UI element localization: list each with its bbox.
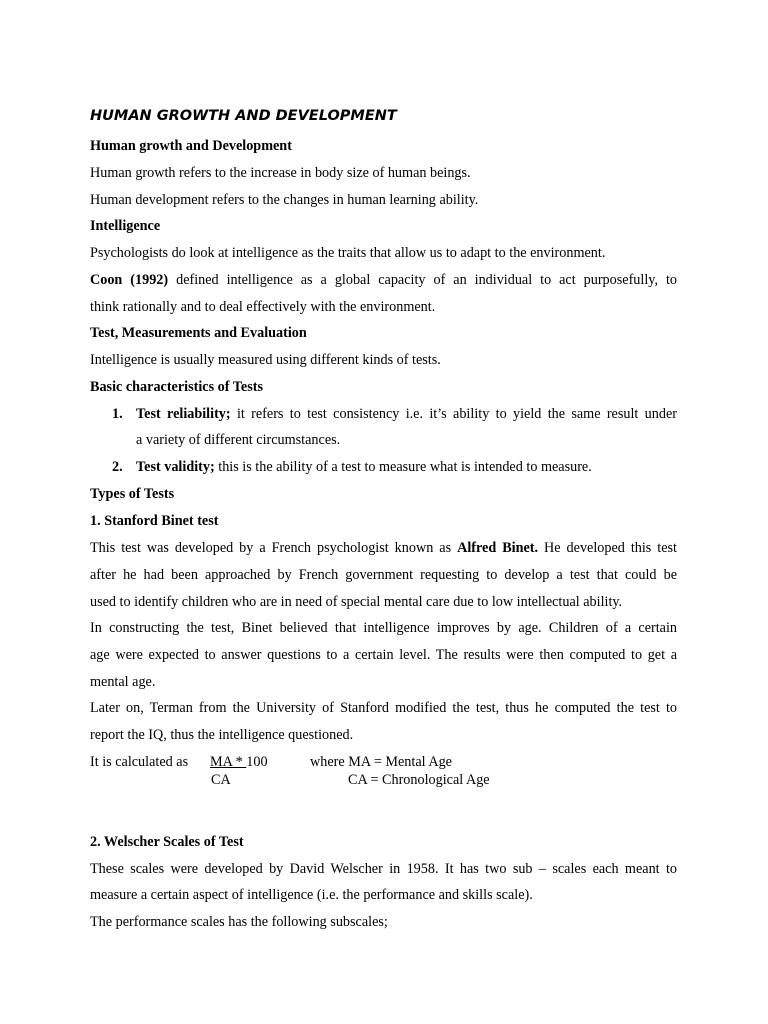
formula-numerator	[210, 754, 268, 770]
paragraph-psychologists: Psychologists do look at intelligence as the traits that allow us to adapt to the environment.	[90, 245, 606, 261]
list-item-reliability	[136, 406, 677, 422]
list-item-term: Test validity;	[136, 459, 215, 475]
paragraph-stanford-line-2: after he had been approached by French government requesting to develop a test that could be	[90, 567, 677, 583]
coon-text: defined intelligence as a global capacity of an individual to act purposefully, to	[168, 272, 677, 288]
formula-numerator-underlined: MA *	[210, 754, 247, 770]
paragraph-welscher-line-1: These scales were developed by David Welscher in 1958. It has two sub – scales each meant to	[90, 861, 677, 877]
paragraph-measured: Intelligence is usually measured using different kinds of tests.	[90, 352, 441, 368]
text-span: He developed this test	[538, 540, 677, 556]
heading-stanford-binet: 1. Stanford Binet test	[90, 513, 219, 529]
formula-where-ma: where MA = Mental Age	[310, 754, 452, 770]
paragraph-coon-line-2: think rationally and to deal effectively with the environment.	[90, 299, 436, 315]
paragraph-stanford-line-6: mental age.	[90, 674, 156, 690]
alfred-binet-name: Alfred Binet.	[457, 540, 539, 556]
heading-welscher: 2. Welscher Scales of Test	[90, 834, 244, 850]
paragraph-stanford-line-8: report the IQ, thus the intelligence questioned.	[90, 727, 354, 743]
formula-multiplier: 100	[246, 754, 268, 770]
coon-citation: Coon (1992)	[90, 272, 169, 288]
formula-denominator: CA	[211, 772, 231, 788]
paragraph-coon-line-1	[90, 272, 677, 288]
paragraph-welscher-line-2: measure a certain aspect of intelligence (i.e. the performance and skills scale).	[90, 887, 533, 903]
paragraph-development: Human development refers to the changes in human learning ability.	[90, 192, 479, 208]
paragraph-stanford-line-5: age were expected to answer questions to a certain level. The results were then computed to get a	[90, 647, 677, 663]
heading-test-measurements: Test, Measurements and Evaluation	[90, 325, 307, 341]
paragraph-welscher-line-3: The performance scales has the following subscales;	[90, 914, 388, 930]
heading-intelligence: Intelligence	[90, 218, 161, 234]
list-item-text: it refers to test consistency i.e. it’s ability to yield the same result under	[230, 406, 677, 422]
formula-label: It is calculated as	[90, 754, 189, 770]
heading-basic-characteristics: Basic characteristics of Tests	[90, 379, 263, 395]
document-title: HUMAN GROWTH AND DEVELOPMENT	[90, 108, 397, 124]
formula-where-ca: CA = Chronological Age	[348, 772, 490, 788]
list-item-reliability-continued: a variety of different circumstances.	[136, 432, 341, 448]
text-span: This test was developed by a French psychologist known as	[90, 540, 458, 556]
list-number: 2.	[112, 459, 123, 475]
paragraph-stanford-line-1	[90, 540, 677, 556]
list-item-term: Test reliability;	[136, 406, 231, 422]
paragraph-stanford-line-4: In constructing the test, Binet believed that intelligence improves by age. Children of a certain	[90, 620, 677, 636]
paragraph-growth: Human growth refers to the increase in body size of human beings.	[90, 165, 471, 181]
list-number: 1.	[112, 406, 123, 422]
list-item-text: this is the ability of a test to measure what is intended to measure.	[214, 459, 592, 475]
list-item-validity	[136, 459, 677, 475]
paragraph-stanford-line-3: used to identify children who are in need of special mental care due to low intellectual ability.	[90, 594, 623, 610]
paragraph-stanford-line-7: Later on, Terman from the University of Stanford modified the test, thus he computed the test to	[90, 700, 677, 716]
heading-human-growth: Human growth and Development	[90, 138, 292, 154]
heading-types-of-tests: Types of Tests	[90, 486, 175, 502]
